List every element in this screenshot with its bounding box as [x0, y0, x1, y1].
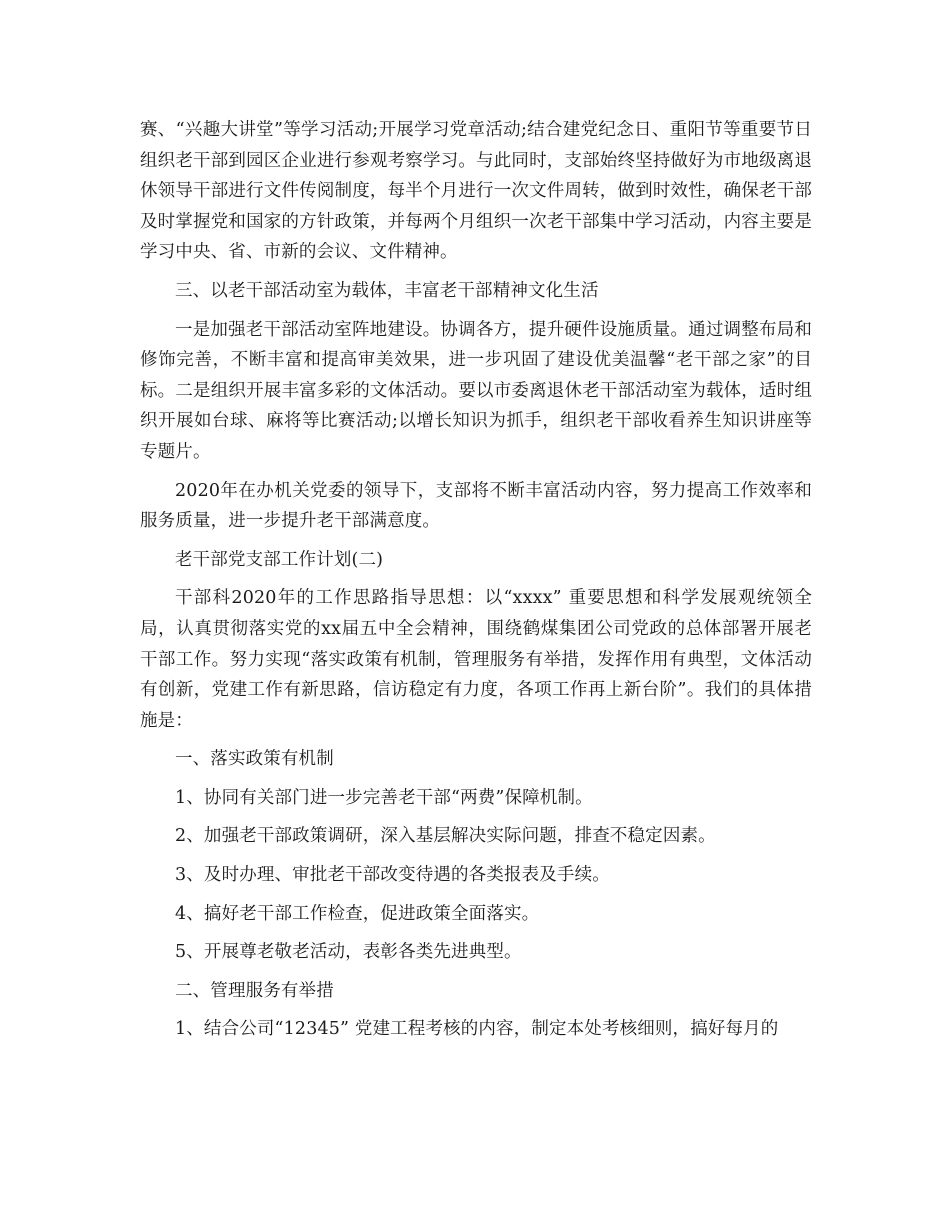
list-item-1: 1、协同有关部门进一步完善老干部“两费”保障机制。	[175, 787, 593, 808]
list-item-3: 3、及时办理、审批老干部改变待遇的各类报表及手续。	[175, 865, 610, 886]
paragraph-guiding-thought: 干部科2020年的工作思路指导思想：以“xxxx” 重要思想和科学发展观统领全局，认真贯彻落实党的xx届五中全会精神，围绕鹤煤集团公司党政的总体部署开展老干部工作。努力实现“落实政策有机制，管理服务有举措，发挥作用有典型，文体活动有创新，党建工作有新思路，信访稳定有力度，各项工作再上新台阶”。我们的具体措施是：	[140, 588, 812, 731]
list-item-2: 2、加强老干部政策调研，深入基层解决实际问题，排查不稳定因素。	[175, 826, 716, 847]
paragraph-2020-outlook: 2020年在办机关党委的领导下，支部将不断丰富活动内容，努力提高工作效率和服务质量，进一步提升老干部满意度。	[140, 480, 812, 532]
list-item-4: 4、搞好老干部工作检查，促进政策全面落实。	[175, 903, 540, 924]
paragraph-activity-room: 一是加强老干部活动室阵地建设。协调各方，提升硬件设施质量。通过调整布局和修饰完善，不断丰富和提高审美效果，进一步巩固了建设优美温馨“老干部之家”的目标。二是组织开展丰富多彩的文体活动。要以市委离退休老干部活动室为载体，适时组织开展如台球、麻将等比赛活动;以增长知识为抓手，组织老干部收看养生知识讲座等专题片。	[140, 319, 812, 462]
paragraph-study-activities: 赛、“兴趣大讲堂”等学习活动;开展学习党章活动;结合建党纪念日、重阳节等重要节日组织老干部到园区企业进行参观考察学习。与此同时，支部始终坚持做好为市地级离退休领导干部进行文件传阅制度，每半个月进行一次文件周转，做到时效性，确保老干部及时掌握党和国家的方针政策，并每两个月组织一次老干部集中学习活动，内容主要是学习中央、省、市新的会议、文件精神。	[140, 120, 812, 263]
heading-policy-mechanism: 一、落实政策有机制	[175, 749, 334, 770]
document-body	[140, 115, 812, 1045]
heading-management-service: 二、管理服务有举措	[175, 980, 334, 1001]
heading-section-three: 三、以老干部活动室为载体，丰富老干部精神文化生活	[175, 280, 599, 301]
list-item-management-1: 1、结合公司“12345” 党建工程考核的内容，制定本处考核细则，搞好每月的	[175, 1019, 779, 1040]
list-item-5: 5、开展尊老敬老活动，表彰各类先进典型。	[175, 942, 522, 963]
heading-plan-two: 老干部党支部工作计划(二)	[175, 549, 384, 570]
